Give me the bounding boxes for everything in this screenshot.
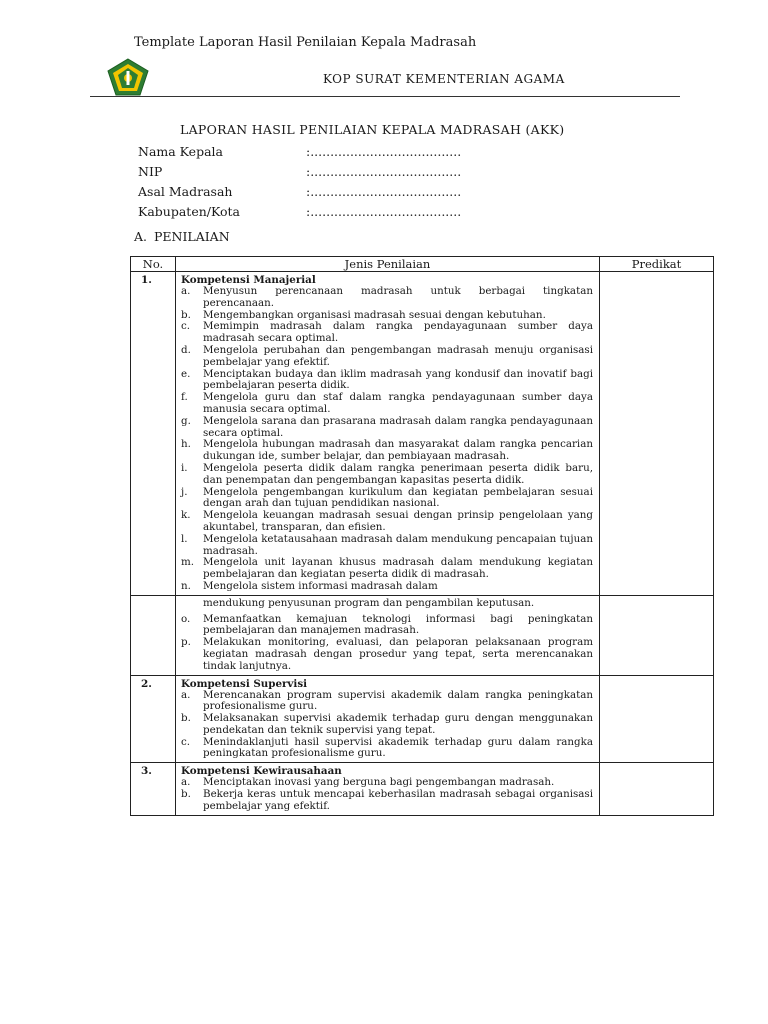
field-label: Asal Madrasah [138,184,233,199]
table-row [131,763,714,815]
competency-items [176,777,599,814]
continued-text: mendukung penyusunan program dan pengambilan keputusan. [203,596,535,609]
row-number: 2. [131,675,176,763]
row-number: 3. [131,763,176,815]
list-item [181,286,593,310]
competency-cell [176,675,600,763]
list-item [181,690,593,714]
item-letter: c. [181,735,191,748]
field-label: NIP [138,164,163,179]
kemenag-emblem-icon [106,58,150,96]
predikat-cell [600,595,714,675]
item-text: Mengelola perubahan dan pengembangan madrasah menuju organisasi pembelajar yang efektif. [203,343,593,368]
item-text: Menindaklanjuti hasil supervisi akademik terhadap guru dalam rangka peningkatan profesionalisme guru. [203,735,593,760]
section-letter: A. [134,229,148,244]
item-letter: i. [181,461,188,474]
item-letter: b. [181,788,191,801]
item-letter: k. [181,509,191,522]
item-letter: j. [181,485,188,498]
item-letter: c. [181,320,191,333]
item-text: Menciptakan inovasi yang berguna bagi pengembangan madrasah. [203,776,555,789]
assessment-table [130,256,714,816]
field-kabupaten-kota [138,202,538,222]
row-number [131,595,176,675]
list-item [181,557,593,581]
item-text: Memanfaatkan kemajuan teknologi informasi bagi peningkatan pembelajaran dan manajemen madrasah. [203,612,593,637]
item-letter: l. [181,532,188,545]
competency-title: Kompetensi Manajerial [181,274,316,286]
list-item [181,713,593,737]
competency-items [176,614,599,675]
letterhead-label: KOP SURAT KEMENTERIAN AGAMA [323,72,565,86]
item-text: Bekerja keras untuk mencapai keberhasilan madrasah sebagai organisasi pembelajar yang efektif. [203,788,593,812]
field-label: Kabupaten/Kota [138,204,240,219]
list-item [181,321,593,345]
field-value: :...................................... [306,144,462,159]
list-item [181,637,593,672]
list-item [181,392,593,416]
competency-title: Kompetensi Supervisi [181,677,308,690]
item-letter: g. [181,414,191,427]
table-row [131,272,714,596]
header-no: No. [131,257,176,272]
item-text: Mengelola keuangan madrasah sesuai dengan prinsip pengelolaan yang akuntabel, transparan, dan efisien. [203,509,593,533]
list-item [181,416,593,440]
item-text: Mengelola sistem informasi madrasah dalam [203,579,438,592]
list-item [181,439,593,463]
item-letter: e. [181,367,191,380]
section-title: PENILAIAN [154,229,230,244]
item-text: Mengelola peserta didik dalam rangka penerimaan peserta didik baru, dan penempatan dan pengembangan kapasitas peserta didik. [203,461,593,486]
field-value: :...................................... [306,204,462,219]
field-label: Nama Kepala [138,144,223,159]
item-text: Memimpin madrasah dalam rangka pendayagunaan sumber daya madrasah secara optimal. [203,320,593,345]
item-text: Mengelola sarana dan prasarana madrasah dalam rangka pendayagunaan secara optimal. [203,414,593,439]
item-text: Mengelola ketatausahaan madrasah dalam mendukung pencapaian tujuan madrasah. [203,532,593,557]
list-item [181,510,593,534]
header-predikat: Predikat [600,257,714,272]
table-header-row [131,257,714,272]
item-text: Mengelola pengembangan kurikulum dan kegiatan pembelajaran sesuai dengan arah dan tujuan pendidikan nasional. [203,485,593,510]
item-text: Menyusun perencanaan madrasah untuk berbagai tingkatan perencanaan. [203,285,593,309]
item-letter: o. [181,612,191,625]
item-letter: m. [181,556,195,569]
item-letter: h. [181,438,191,451]
section-heading [134,229,230,244]
field-nama-kepala [138,142,538,162]
header-jenis-penilaian: Jenis Penilaian [176,257,600,272]
predikat-cell [600,675,714,763]
list-item [181,581,593,593]
table-row [131,595,714,675]
list-item [181,487,593,511]
table-row [131,675,714,763]
competency-title: Kompetensi Kewirausahaan [181,765,342,778]
item-letter: a. [181,688,191,701]
identity-fields [138,142,538,222]
item-letter: b. [181,308,191,321]
competency-items [176,690,599,763]
item-text: Mengelola unit layanan khusus madrasah dalam mendukung kegiatan pembelajaran dan kegiatan peserta didik di madrasah. [203,556,593,581]
predikat-cell [600,763,714,815]
item-text: Mengelola guru dan staf dalam rangka pendayagunaan sumber daya manusia secara optimal. [203,391,593,415]
field-value: :...................................... [306,184,462,199]
list-item [181,369,593,393]
competency-cell [176,595,600,675]
competency-cell [176,272,600,596]
item-letter: a. [181,285,191,297]
item-text: Melakukan monitoring, evaluasi, dan pelaporan pelaksanaan program kegiatan madrasah dengan prosedur yang tepat, serta merencanakan tindak lanjutnya. [203,636,593,672]
item-text: Mengembangkan organisasi madrasah sesuai dengan kebutuhan. [203,308,546,321]
competency-cell [176,763,600,815]
field-value: :...................................... [306,164,462,179]
item-letter: d. [181,343,191,356]
item-letter: a. [181,776,191,789]
header-divider [90,96,680,97]
list-item [181,789,593,813]
list-item [181,614,593,638]
item-text: Merencanakan program supervisi akademik dalam rangka peningkatan profesionalisme guru. [203,688,593,713]
competency-items [176,286,599,595]
list-item [181,737,593,761]
predikat-cell [600,272,714,596]
item-text: Melaksanakan supervisi akademik terhadap guru dengan menggunakan pendekatan dan teknik supervisi yang tepat. [203,712,593,736]
item-letter: p. [181,636,191,649]
list-item [181,463,593,487]
item-letter: n. [181,579,191,592]
item-text: Mengelola hubungan madrasah dan masyarakat dalam rangka pencarian dukungan ide, sumber belajar, dan pembiayaan madrasah. [203,438,593,463]
field-nip [138,162,538,182]
list-item [181,345,593,369]
item-letter: b. [181,712,191,725]
field-asal-madrasah [138,182,538,202]
item-text: Menciptakan budaya dan iklim madrasah yang kondusif dan inovatif bagi pembelajaran peserta didik. [203,367,593,392]
item-letter: f. [181,391,188,404]
document-title: Template Laporan Hasil Penilaian Kepala Madrasah [134,35,477,50]
report-title: LAPORAN HASIL PENILAIAN KEPALA MADRASAH (AKK) [180,122,565,137]
list-item [181,534,593,558]
row-number: 1. [131,272,176,596]
